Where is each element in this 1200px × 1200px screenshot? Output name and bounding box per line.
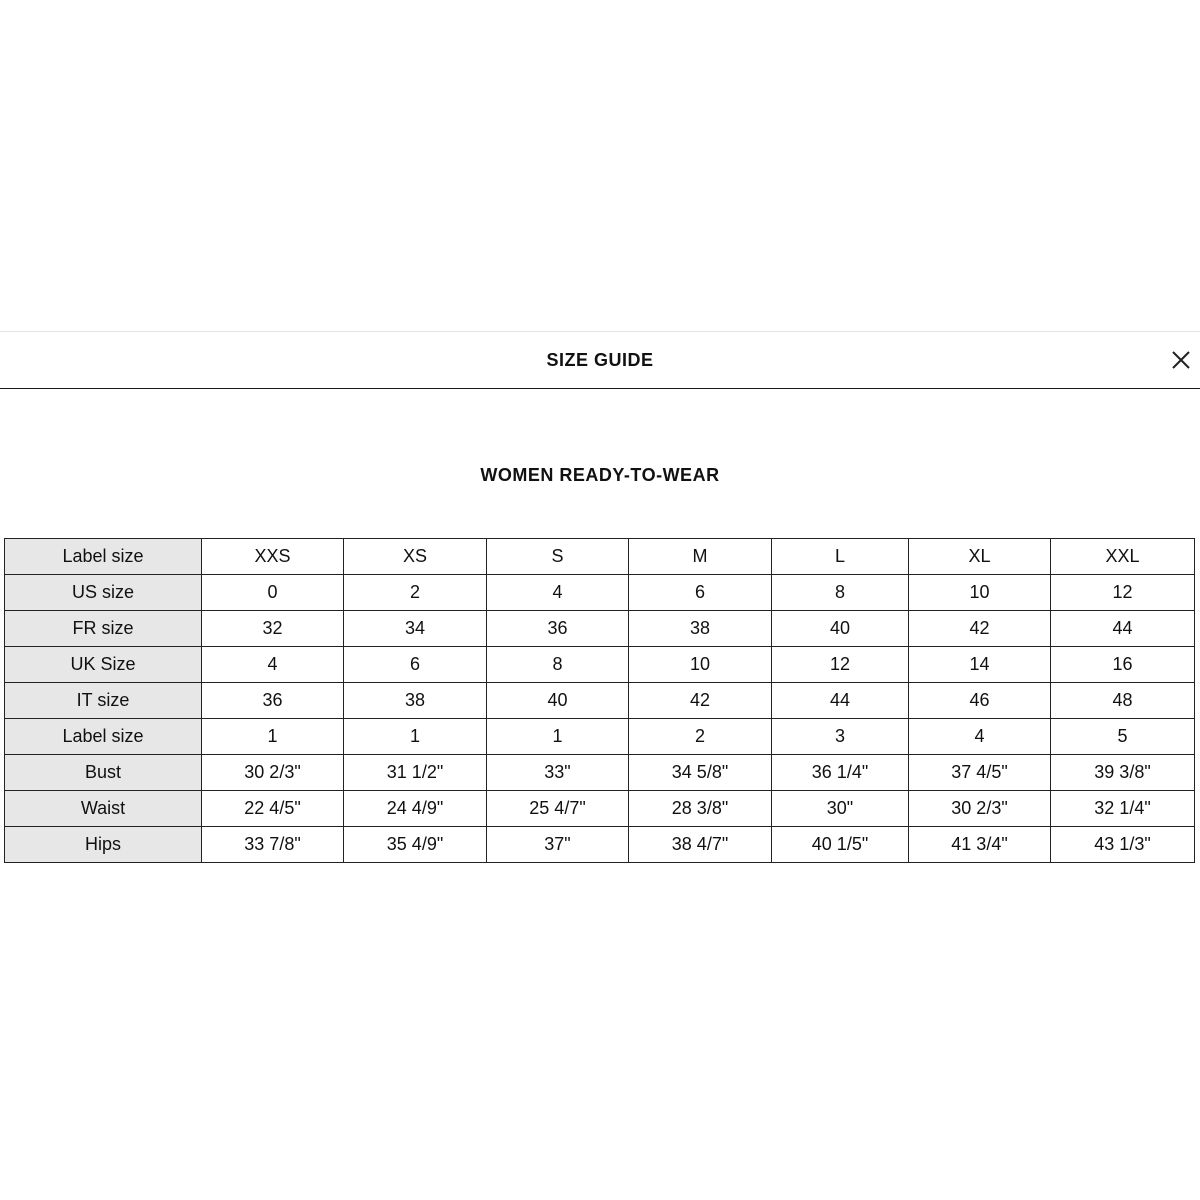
table-cell: 16 xyxy=(1051,647,1195,683)
table-cell: 44 xyxy=(1051,611,1195,647)
table-cell: 40 xyxy=(487,683,629,719)
table-cell: XS xyxy=(344,539,487,575)
table-cell: 30 2/3" xyxy=(202,755,344,791)
table-cell: 35 4/9" xyxy=(344,827,487,863)
table-cell: 38 xyxy=(629,611,772,647)
modal-title: SIZE GUIDE xyxy=(546,350,654,370)
table-cell: 37" xyxy=(487,827,629,863)
table-cell: 2 xyxy=(629,719,772,755)
table-cell: 5 xyxy=(1051,719,1195,755)
row-label: IT size xyxy=(5,683,202,719)
table-cell: 25 4/7" xyxy=(487,791,629,827)
table-cell: 42 xyxy=(909,611,1051,647)
close-button[interactable] xyxy=(1168,347,1194,373)
table-cell: 8 xyxy=(487,647,629,683)
table-row xyxy=(5,539,1195,575)
table-cell: 31 1/2" xyxy=(344,755,487,791)
table-cell: 39 3/8" xyxy=(1051,755,1195,791)
table-cell: 0 xyxy=(202,575,344,611)
table-cell: 30" xyxy=(772,791,909,827)
modal-header xyxy=(0,332,1200,389)
table-cell: 34 5/8" xyxy=(629,755,772,791)
table-cell: M xyxy=(629,539,772,575)
row-label: Label size xyxy=(5,539,202,575)
row-label: US size xyxy=(5,575,202,611)
table-cell: 3 xyxy=(772,719,909,755)
table-cell: S xyxy=(487,539,629,575)
table-cell: 1 xyxy=(202,719,344,755)
close-icon[interactable] xyxy=(1168,347,1194,373)
table-row xyxy=(5,827,1195,863)
table-cell: 4 xyxy=(909,719,1051,755)
table-cell: 28 3/8" xyxy=(629,791,772,827)
table-cell: 2 xyxy=(344,575,487,611)
table-cell: 12 xyxy=(1051,575,1195,611)
table-cell: 48 xyxy=(1051,683,1195,719)
table-cell: 30 2/3" xyxy=(909,791,1051,827)
table-cell: 42 xyxy=(629,683,772,719)
table-cell: 40 1/5" xyxy=(772,827,909,863)
table-cell: 38 4/7" xyxy=(629,827,772,863)
table-cell: XXS xyxy=(202,539,344,575)
table-cell: 33" xyxy=(487,755,629,791)
row-label: FR size xyxy=(5,611,202,647)
table-cell: 4 xyxy=(487,575,629,611)
row-label: UK Size xyxy=(5,647,202,683)
table-cell: 6 xyxy=(344,647,487,683)
table-cell: 6 xyxy=(629,575,772,611)
table-cell: 14 xyxy=(909,647,1051,683)
table-row xyxy=(5,755,1195,791)
row-label: Waist xyxy=(5,791,202,827)
table-cell: 37 4/5" xyxy=(909,755,1051,791)
size-table-body xyxy=(5,539,1195,863)
row-label: Hips xyxy=(5,827,202,863)
table-cell: 36 xyxy=(487,611,629,647)
table-cell: 8 xyxy=(772,575,909,611)
table-cell: 10 xyxy=(909,575,1051,611)
table-row xyxy=(5,683,1195,719)
table-cell: L xyxy=(772,539,909,575)
table-cell: XXL xyxy=(1051,539,1195,575)
table-cell: 34 xyxy=(344,611,487,647)
table-cell: 43 1/3" xyxy=(1051,827,1195,863)
table-row xyxy=(5,611,1195,647)
table-row xyxy=(5,575,1195,611)
table-cell: 1 xyxy=(487,719,629,755)
table-cell: 38 xyxy=(344,683,487,719)
table-cell: 22 4/5" xyxy=(202,791,344,827)
table-cell: 4 xyxy=(202,647,344,683)
table-cell: 10 xyxy=(629,647,772,683)
table-cell: 32 xyxy=(202,611,344,647)
table-cell: XL xyxy=(909,539,1051,575)
table-cell: 36 1/4" xyxy=(772,755,909,791)
table-row xyxy=(5,719,1195,755)
table-row xyxy=(5,791,1195,827)
table-cell: 44 xyxy=(772,683,909,719)
table-cell: 33 7/8" xyxy=(202,827,344,863)
table-cell: 46 xyxy=(909,683,1051,719)
row-label: Bust xyxy=(5,755,202,791)
table-cell: 12 xyxy=(772,647,909,683)
table-cell: 24 4/9" xyxy=(344,791,487,827)
section-title: WOMEN READY-TO-WEAR xyxy=(480,465,720,485)
table-cell: 40 xyxy=(772,611,909,647)
table-cell: 41 3/4" xyxy=(909,827,1051,863)
size-guide-table xyxy=(4,538,1195,863)
table-row xyxy=(5,647,1195,683)
table-cell: 36 xyxy=(202,683,344,719)
row-label: Label size xyxy=(5,719,202,755)
table-cell: 1 xyxy=(344,719,487,755)
table-cell: 32 1/4" xyxy=(1051,791,1195,827)
